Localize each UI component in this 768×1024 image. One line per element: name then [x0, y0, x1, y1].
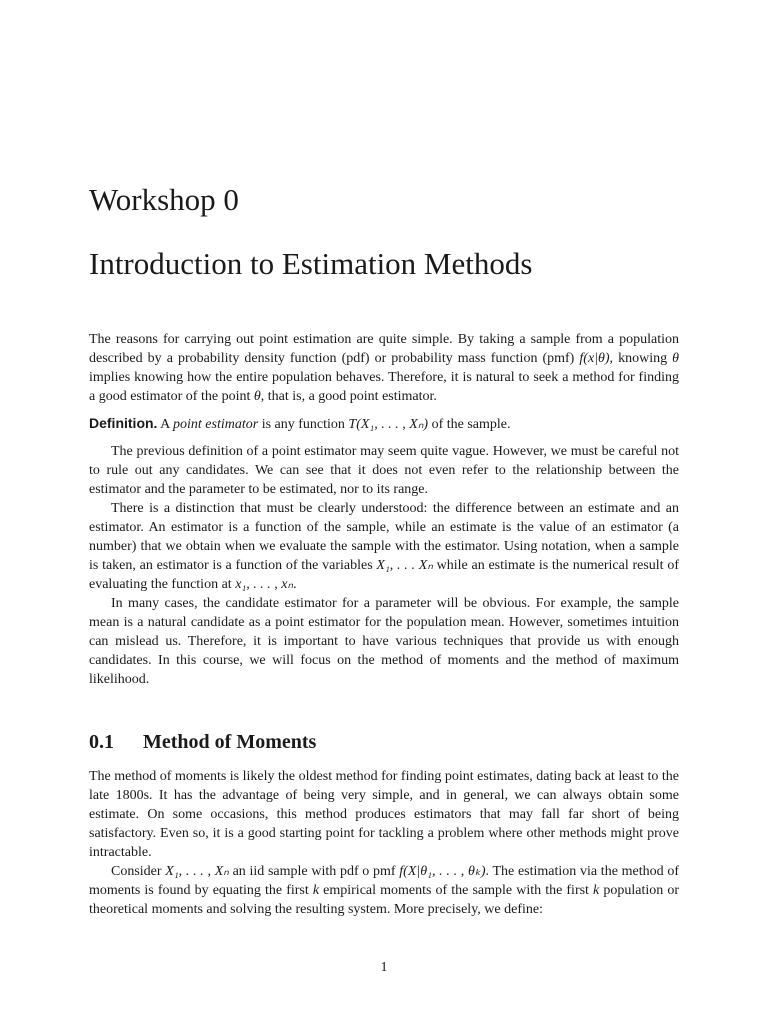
math-vars: X₁, . . . Xₙ — [376, 558, 433, 573]
definition-label: Definition. — [89, 415, 158, 431]
page-number: 1 — [380, 960, 388, 975]
math-fx: f(x|θ) — [579, 351, 610, 366]
math-k: k — [312, 883, 320, 898]
chapter-title: Introduction to Estimation Methods — [89, 246, 533, 281]
definition: Definition. A point estimator is any function T(X₁, . . . , Xₙ) of the sample. — [89, 415, 511, 432]
section-heading — [89, 729, 316, 755]
intro-block — [89, 330, 679, 689]
section-body — [89, 767, 679, 919]
intro-paragraph: The reasons for carrying out point estimation are quite simple. By taking a sample from a population described by a probability density function (pdf) or probability mass function (pmf) f(x|θ), knowing θ implies knowing how the entire population behaves. Therefore, it is natural to seek a method for finding a good estimator of the point θ, that is, a good point estimator. — [89, 332, 679, 404]
math-vals: x₁, . . . , xₙ — [235, 577, 294, 592]
paragraph-estimate-vs-estimator: There is a distinction that must be clearly understood: the difference between an estimate and an estimator. An estimator is a function of the sample, while an estimate is the value of an estimator (a number) that we obtain when we evaluate the sample with the estimator. Using notation, when a sample is taken, an estimator is a function of the variables X₁, . . . Xₙ while an estimate is the numerical result of evaluating the function at x₁, . . . , xₙ. — [89, 501, 679, 592]
section-title: Method of Moments — [143, 731, 317, 753]
section-paragraph-consider: Consider X₁, . . . , Xₙ an iid sample with pdf o pmf f(X|θ₁, . . . , θₖ). The estimation via the method of moments is found by equating the first k empirical moments of the sample with the first k population or theoretical moments and solving the resulting system. More precisely, we define: — [89, 864, 679, 917]
document-page — [89, 0, 679, 1024]
math-theta: θ — [253, 389, 261, 404]
math-sample: X₁, . . . , Xₙ — [165, 864, 229, 879]
section-number: 0.1 — [89, 731, 114, 753]
section-paragraph-intro: The method of moments is likely the oldest method for finding point estimates, dating back at least to the late 1800s. It has the advantage of being very simple, and in general, we can always obtain some estimate. On some occasions, this method produces estimators that may fall far short of being satisfactory. Even so, it is a good starting point for tackling a problem where other methods might prove intractable. — [89, 769, 679, 860]
math-theta: θ — [672, 351, 679, 366]
math-pdf: f(X|θ₁, . . . , θₖ) — [399, 864, 486, 879]
definition-term: point estimator — [173, 417, 259, 432]
math-k: k — [593, 883, 600, 898]
paragraph-candidates: In many cases, the candidate estimator for a parameter will be obvious. For example, the sample mean is a natural candidate as a point estimator for the population mean. However, sometimes intuition can mislead us. Therefore, it is important to have various techniques that provide us with enough candidates. In this course, we will focus on the method of moments and the method of maximum likelihood. — [89, 596, 679, 687]
paragraph-vague: The previous definition of a point estimator may seem quite vague. However, we must be careful not to rule out any candidates. We can see that it does not even refer to the relationship between the estimator and the parameter to be estimated, nor to its range. — [89, 444, 679, 497]
chapter-label: Workshop 0 — [89, 182, 239, 217]
math-estimator: T(X₁, . . . , Xₙ) — [348, 417, 429, 432]
